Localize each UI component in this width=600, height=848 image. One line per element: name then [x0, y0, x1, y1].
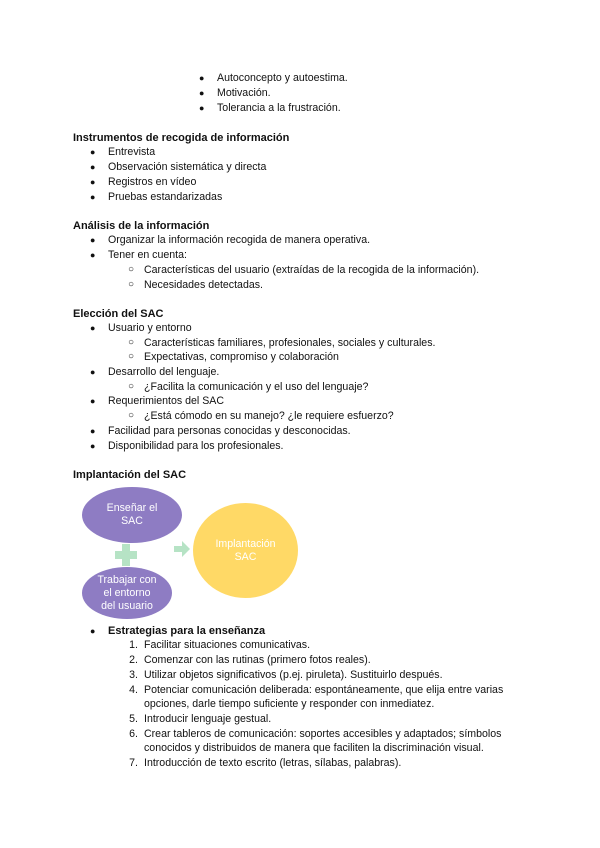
- diagram-circle-implantacion: [193, 503, 298, 598]
- arrow-right-icon: [174, 541, 190, 557]
- numbered-item: Comenzar con las rutinas (primero fotos reales).: [144, 654, 371, 666]
- list-item: Registros en vídeo: [108, 176, 197, 188]
- bullet: ●: [90, 626, 96, 636]
- bullet: ●: [199, 73, 205, 83]
- diagram-circle-ensenar: [82, 487, 182, 543]
- numbered-item: Introducción de texto escrito (letras, sílabas, palabras).: [144, 757, 402, 769]
- list-number: 5.: [129, 713, 138, 725]
- sub-list-item: Necesidades detectadas.: [144, 279, 263, 291]
- intro-item: Autoconcepto y autoestima.: [217, 72, 348, 84]
- list-item: Entrevista: [108, 146, 156, 158]
- sub-list-item: ¿Está cómodo en su manejo? ¿le requiere esfuerzo?: [144, 410, 394, 422]
- list-item: Observación sistemática y directa: [108, 161, 267, 173]
- plus-icon: [115, 544, 137, 566]
- list-item: Desarrollo del lenguaje.: [108, 366, 220, 378]
- bullet: ●: [90, 147, 96, 157]
- list-number: 6.: [129, 728, 138, 740]
- estrategias-heading: Estrategias para la enseñanza: [108, 625, 266, 637]
- section-heading-implantacion: Implantación del SAC: [73, 469, 187, 481]
- section-heading-eleccion: Elección del SAC: [73, 308, 164, 320]
- sub-list-item: Características familiares, profesionales, sociales y culturales.: [144, 337, 436, 349]
- circle-bullet: ○: [128, 351, 135, 362]
- bullet: ●: [90, 426, 96, 436]
- list-item: Disponibilidad para los profesionales.: [108, 440, 284, 452]
- numbered-item-continuation: opciones, darle tiempo suficiente y responder con inmediatez.: [144, 698, 435, 710]
- list-item: Pruebas estandarizadas: [108, 191, 223, 203]
- list-number: 7.: [129, 757, 138, 769]
- list-item: Usuario y entorno: [108, 322, 192, 334]
- bullet: ●: [90, 250, 96, 260]
- bullet: ●: [199, 88, 205, 98]
- numbered-item: Introducir lenguaje gestual.: [144, 713, 272, 725]
- numbered-item: Utilizar objetos significativos (p.ej. piruleta). Sustituirlo después.: [144, 669, 443, 681]
- bullet: ●: [90, 396, 96, 406]
- bullet: ●: [90, 235, 96, 245]
- list-number: 1.: [129, 639, 138, 651]
- bullet: ●: [90, 162, 96, 172]
- sub-list-item: Expectativas, compromiso y colaboración: [144, 351, 339, 363]
- circle-bullet: ○: [128, 410, 135, 421]
- circle-bullet: ○: [128, 279, 135, 290]
- diagram-circle-label: Enseñar el SAC: [106, 502, 158, 527]
- numbered-item: Potenciar comunicación deliberada: espontáneamente, que elija entre varias: [144, 684, 504, 696]
- list-item: Requerimientos del SAC: [108, 395, 224, 407]
- section-heading-analisis: Análisis de la información: [73, 220, 210, 232]
- diagram-circle-label: Implantación SAC: [215, 537, 276, 563]
- diagram-circle-label: Trabajar con el entorno del usuario: [97, 573, 157, 612]
- list-number: 3.: [129, 669, 138, 681]
- circle-bullet: ○: [128, 337, 135, 348]
- bullet: ●: [90, 323, 96, 333]
- numbered-item-continuation: conocidos y distribuidos de manera que faciliten la discriminación visual.: [144, 742, 484, 754]
- circle-bullet: ○: [128, 264, 135, 275]
- sub-list-item: ¿Facilita la comunicación y el uso del lenguaje?: [144, 381, 369, 393]
- list-item: Tener en cuenta:: [108, 249, 187, 261]
- list-item: Organizar la información recogida de manera operativa.: [108, 234, 371, 246]
- diagram-circle-trabajar: [82, 567, 172, 619]
- bullet: ●: [90, 192, 96, 202]
- bullet: ●: [199, 103, 205, 113]
- bullet: ●: [90, 441, 96, 451]
- section-heading-instrumentos: Instrumentos de recogida de información: [73, 132, 290, 144]
- intro-item: Tolerancia a la frustración.: [217, 102, 341, 114]
- numbered-item: Crear tableros de comunicación: soportes accesibles y adaptados; símbolos: [144, 728, 502, 740]
- list-number: 4.: [129, 684, 138, 696]
- bullet: ●: [90, 177, 96, 187]
- circle-bullet: ○: [128, 381, 135, 392]
- numbered-item: Facilitar situaciones comunicativas.: [144, 639, 311, 651]
- list-item: Facilidad para personas conocidas y desconocidas.: [108, 425, 351, 437]
- list-number: 2.: [129, 654, 138, 666]
- intro-item: Motivación.: [217, 87, 271, 99]
- bullet: ●: [90, 367, 96, 377]
- sub-list-item: Características del usuario (extraídas de la recogida de la información).: [144, 264, 480, 276]
